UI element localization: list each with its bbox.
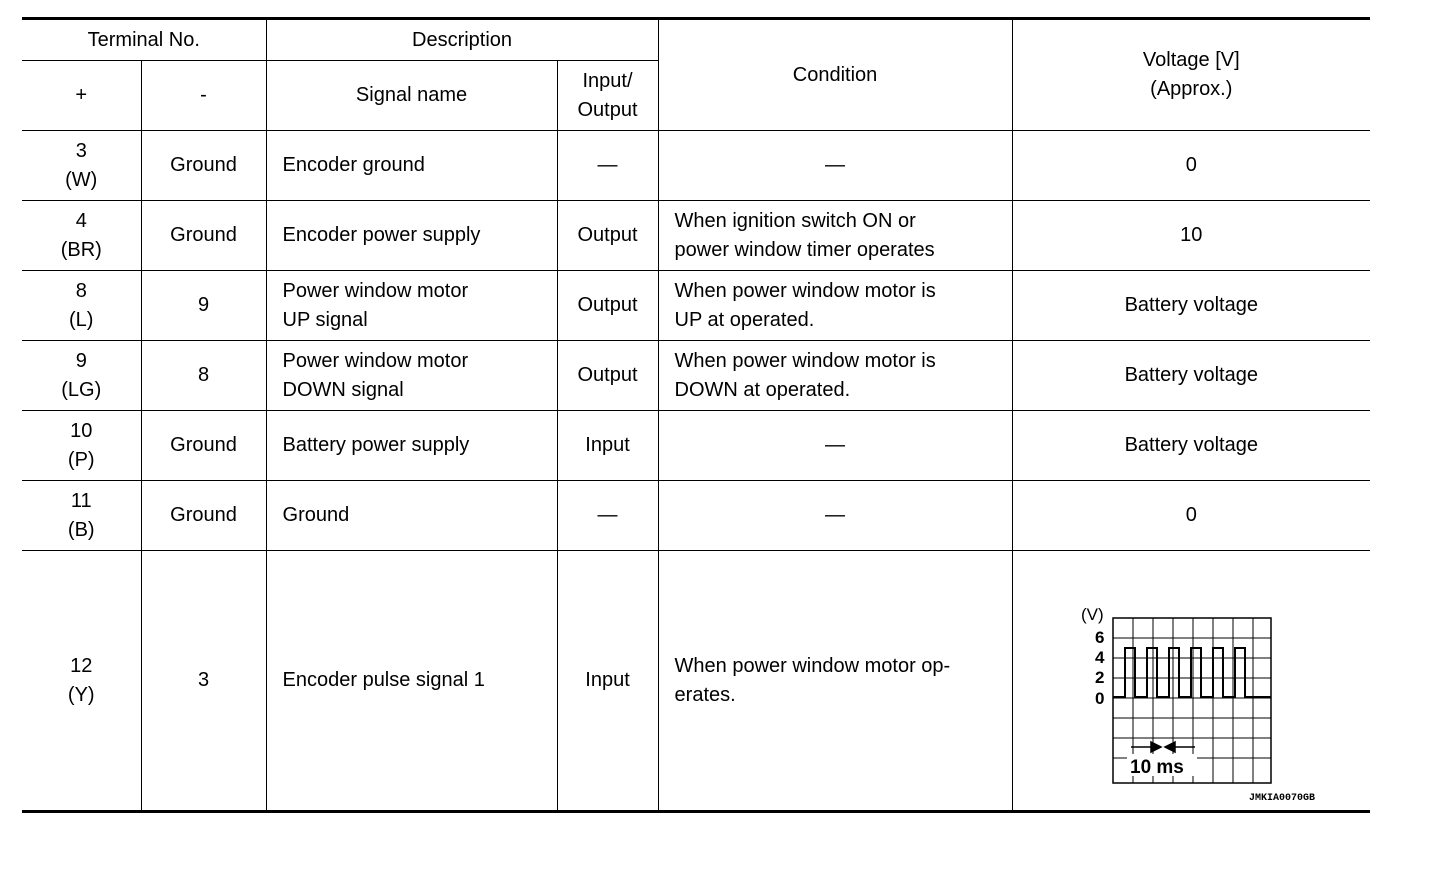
io-header-line2: Output xyxy=(577,98,638,121)
wire-color: (L) xyxy=(69,308,94,331)
condition-header: Condition xyxy=(658,19,1012,131)
plus-terminal xyxy=(22,411,141,481)
input-output: Output xyxy=(557,271,658,341)
io-header-line1: Input/ xyxy=(582,69,633,92)
input-output: Input xyxy=(557,551,658,812)
voltage: 0 xyxy=(1012,131,1370,201)
wire-color: (W) xyxy=(65,168,98,191)
condition xyxy=(658,201,1012,271)
signal-name xyxy=(266,201,557,271)
signal-name xyxy=(266,411,557,481)
terminal-number: 4 xyxy=(75,209,87,232)
signal-line: UP signal xyxy=(282,308,368,331)
tick-label: 6 xyxy=(1094,628,1104,647)
signal-line: DOWN signal xyxy=(282,378,404,401)
condition-line: When power window motor is xyxy=(674,349,936,372)
signal-line: Ground xyxy=(282,504,350,526)
time-span-arrows xyxy=(1131,742,1195,752)
table-row xyxy=(22,411,1370,481)
condition-line: When ignition switch ON or xyxy=(674,209,916,232)
input-output: Output xyxy=(557,201,658,271)
signal-name xyxy=(266,551,557,812)
tick-label: 2 xyxy=(1094,668,1104,687)
wire-color: (LG) xyxy=(61,378,102,401)
condition-line: UP at operated. xyxy=(674,308,815,331)
signal-line: Power window motor xyxy=(282,279,469,302)
signal-name xyxy=(266,271,557,341)
voltage: Battery voltage xyxy=(1012,411,1370,481)
time-scale-label: 10 ms xyxy=(1129,757,1184,778)
condition xyxy=(658,131,1012,201)
minus-terminal: Ground xyxy=(141,131,266,201)
condition xyxy=(658,551,1012,812)
condition xyxy=(658,411,1012,481)
terminal-number: 9 xyxy=(75,349,87,372)
condition-line: When power window motor op- xyxy=(674,654,951,677)
description-header: Description xyxy=(266,19,658,61)
condition xyxy=(658,271,1012,341)
wire-color: (B) xyxy=(67,518,95,541)
plus-terminal xyxy=(22,341,141,411)
voltage: 0 xyxy=(1012,481,1370,551)
signal-line: Encoder pulse signal 1 xyxy=(282,669,485,691)
tick-label: 0 xyxy=(1094,689,1104,708)
table-row xyxy=(22,341,1370,411)
pulse-trace xyxy=(1113,648,1271,697)
voltage: Battery voltage xyxy=(1012,271,1370,341)
terminal-number: 10 xyxy=(70,419,93,442)
signal-name xyxy=(266,481,557,551)
input-output: Input xyxy=(557,411,658,481)
plus-header: + xyxy=(22,61,141,131)
terminal-no-header: Terminal No. xyxy=(22,19,266,61)
condition-line: — xyxy=(825,434,846,456)
minus-header: - xyxy=(141,61,266,131)
input-output: — xyxy=(557,481,658,551)
input-output-header xyxy=(557,61,658,131)
signal-name xyxy=(266,341,557,411)
condition-line: — xyxy=(825,504,846,526)
table-row xyxy=(22,481,1370,551)
condition-line: DOWN at operated. xyxy=(674,378,851,401)
signal-name-header: Signal name xyxy=(266,61,557,131)
terminal-spec-table xyxy=(22,17,1370,813)
unit-label: (V) xyxy=(1080,605,1104,624)
wire-color: (BR) xyxy=(60,238,102,261)
voltage: 10 xyxy=(1012,201,1370,271)
voltage-header-line2: (Approx.) xyxy=(1150,78,1233,100)
condition xyxy=(658,481,1012,551)
table-row xyxy=(22,131,1370,201)
signal-name xyxy=(266,131,557,201)
signal-line: Encoder ground xyxy=(282,154,425,176)
wire-color: (Y) xyxy=(67,683,95,706)
input-output: — xyxy=(557,131,658,201)
condition-line: power window timer operates xyxy=(674,238,935,261)
condition-line: erates. xyxy=(674,683,736,706)
plus-terminal xyxy=(22,131,141,201)
terminal-number: 3 xyxy=(75,139,87,162)
voltage-header-line1: Voltage [V] xyxy=(1142,49,1240,71)
table-row xyxy=(22,271,1370,341)
signal-line: Power window motor xyxy=(282,349,469,372)
terminal-number: 11 xyxy=(70,489,92,512)
minus-terminal: 9 xyxy=(141,271,266,341)
pulse-waveform-chart xyxy=(1077,593,1347,803)
tick-label: 4 xyxy=(1094,648,1104,667)
condition xyxy=(658,341,1012,411)
figure-code: JMKIA0070GB xyxy=(1248,793,1315,803)
plus-terminal xyxy=(22,551,141,812)
input-output: Output xyxy=(557,341,658,411)
voltage: Battery voltage xyxy=(1012,341,1370,411)
minus-terminal: 8 xyxy=(141,341,266,411)
voltage-header xyxy=(1012,19,1370,131)
plus-terminal xyxy=(22,201,141,271)
table-row xyxy=(22,201,1370,271)
minus-terminal: 3 xyxy=(141,551,266,812)
wire-color: (P) xyxy=(67,448,95,471)
terminal-number: 12 xyxy=(70,654,93,677)
plus-terminal xyxy=(22,481,141,551)
signal-line: Encoder power supply xyxy=(282,224,481,246)
signal-line: Battery power supply xyxy=(282,434,470,456)
minus-terminal: Ground xyxy=(141,201,266,271)
plus-terminal xyxy=(22,271,141,341)
minus-terminal: Ground xyxy=(141,411,266,481)
voltage-waveform-cell xyxy=(1012,551,1370,812)
condition-line: — xyxy=(825,154,846,176)
table-row xyxy=(22,551,1370,812)
condition-line: When power window motor is xyxy=(674,279,936,302)
terminal-number: 8 xyxy=(75,279,87,302)
minus-terminal: Ground xyxy=(141,481,266,551)
